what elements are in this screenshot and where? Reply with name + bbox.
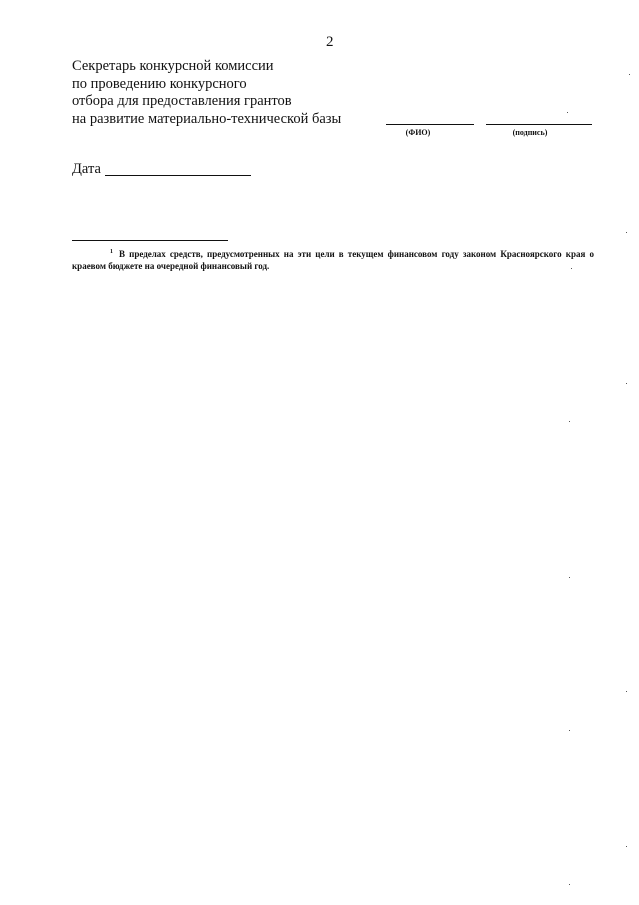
scan-speck bbox=[567, 112, 568, 113]
signature-title-line-1: Секретарь конкурсной комиссии bbox=[72, 58, 274, 74]
footnote bbox=[72, 246, 594, 272]
scan-speck bbox=[626, 691, 627, 692]
date-label: Дата bbox=[72, 161, 101, 177]
signature-title-line-3: отбора для предоставления грантов bbox=[72, 93, 292, 109]
scan-speck bbox=[569, 884, 570, 885]
scan-speck bbox=[569, 421, 570, 422]
signature-block bbox=[72, 58, 341, 128]
scan-speck bbox=[626, 846, 627, 847]
signature-title-line-4: на развитие материально-технической базы bbox=[72, 110, 342, 127]
fio-blank-line bbox=[386, 124, 474, 125]
scan-speck bbox=[569, 730, 570, 731]
signature-blank-line bbox=[486, 124, 592, 125]
signature-caption: (подпись) bbox=[512, 128, 548, 137]
scan-speck bbox=[626, 383, 627, 384]
scan-speck bbox=[626, 232, 627, 233]
scan-speck bbox=[571, 268, 572, 269]
scan-speck bbox=[629, 74, 630, 75]
page-number: 2 bbox=[326, 34, 334, 50]
fio-caption: (ФИО) bbox=[405, 128, 431, 137]
scan-speck bbox=[569, 577, 570, 578]
date-blank-line bbox=[105, 175, 251, 176]
footnote-marker: 1 bbox=[110, 249, 113, 255]
footnote-text: В пределах средств, предусмотренных на эти цели в текущем финансовом году законом Красноярского края о краевом бюджете на очередной финансовый год. bbox=[72, 249, 594, 271]
date-row bbox=[72, 161, 251, 178]
signature-title-line-2: по проведению конкурсного bbox=[72, 75, 247, 92]
footnote-separator bbox=[72, 240, 228, 241]
